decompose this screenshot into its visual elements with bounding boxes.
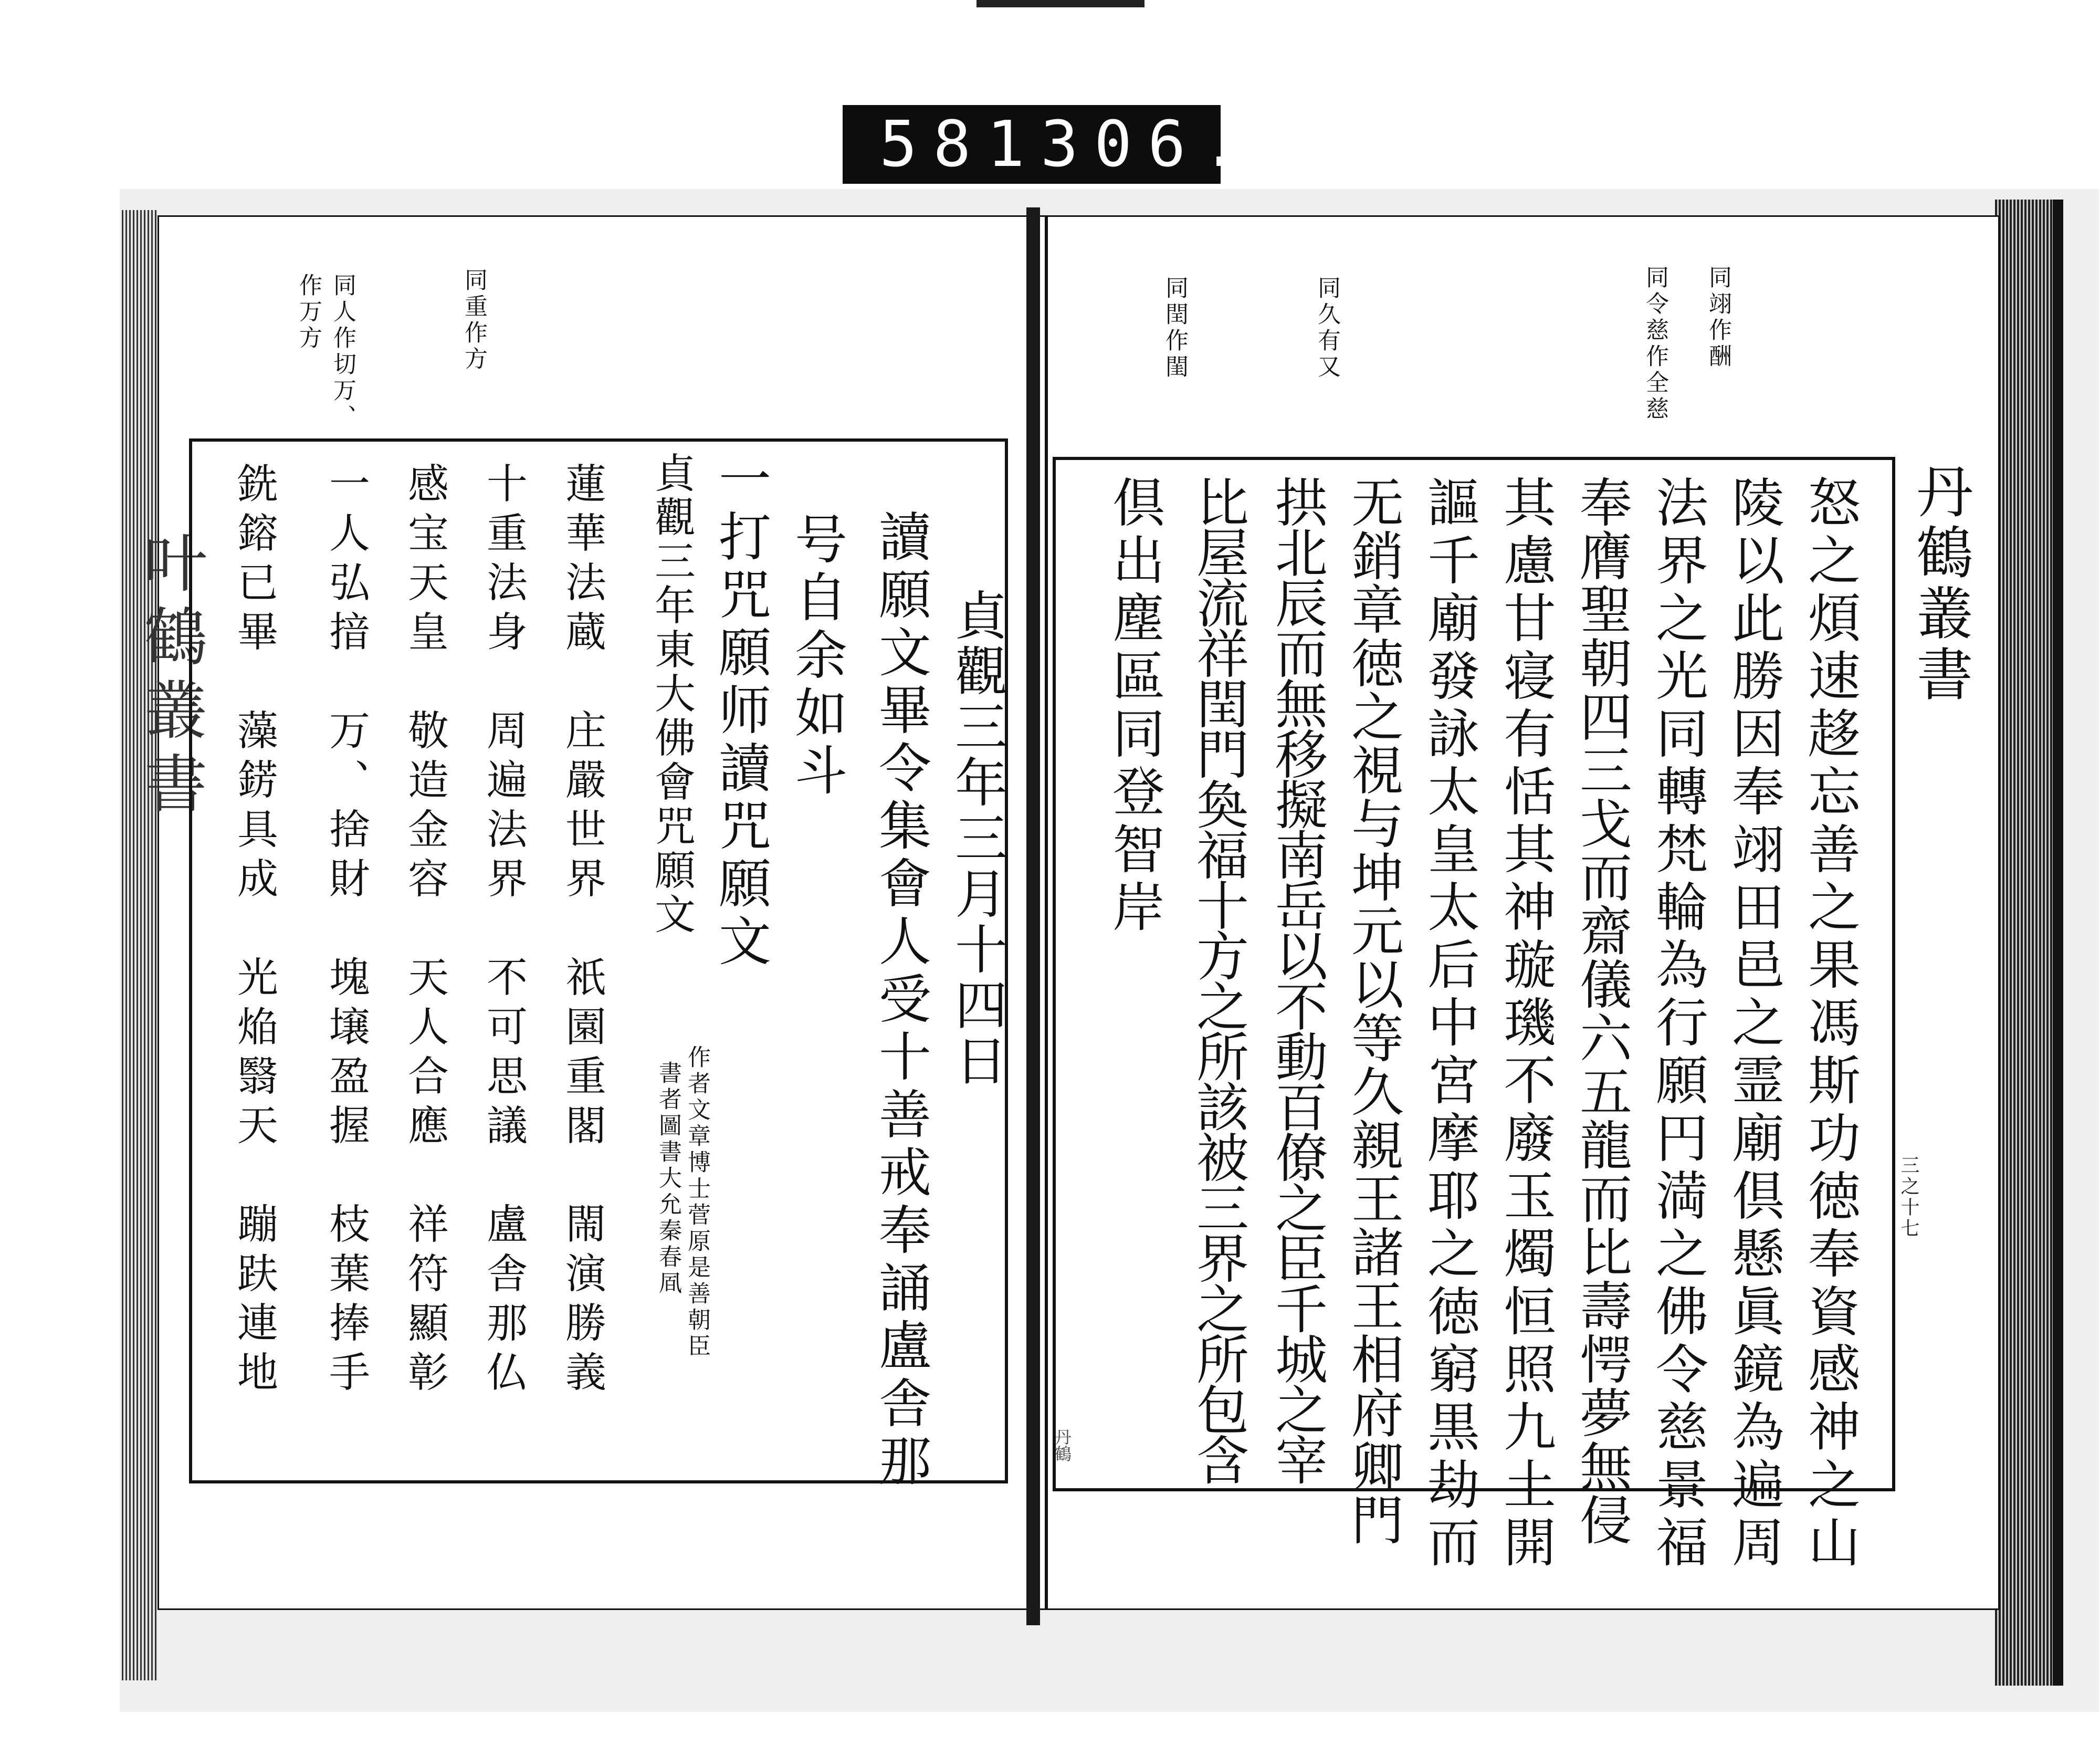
text-column: 感宝天皇 敬造金容 天人合應 祥符顯彰 — [401, 462, 448, 1400]
collation-note: 同令慈作全慈 — [1642, 265, 1668, 423]
text-column: 号自余如斗 — [786, 512, 847, 801]
author-note: 作者文章博士菅原是善朝臣 — [684, 1045, 710, 1360]
running-title: 丹鶴叢書 — [1907, 462, 1972, 706]
archive-id-label — [843, 105, 1255, 184]
archive-number-right: 306. — [1040, 108, 1255, 181]
text-column: 謳千廟發詠太皇太后中宮摩耶之徳窮黒劫而 — [1419, 475, 1480, 1573]
collation-note: 同久有又 — [1314, 276, 1340, 381]
text-column: 十重法身 周遍法界 不可思議 盧舎那仏 — [480, 462, 527, 1400]
text-column: 其慮甘寝有恬其神璇璣不廢玉燭恒照九土開 — [1495, 475, 1556, 1573]
text-column: 法界之光同轉梵輪為行願円満之佛令慈景福 — [1647, 475, 1708, 1573]
text-column: 一人弘揞 万、捨財 塊壌盈握 枝葉捧手 — [322, 462, 370, 1400]
author-note: 書者圖書大允秦春凮 — [655, 1061, 681, 1297]
top-stub — [976, 0, 1144, 7]
collation-note: 同人作切万、 — [329, 273, 356, 431]
collation-note: 同重作方 — [460, 268, 487, 373]
text-column: 倶出塵區同登智岸 — [1104, 475, 1165, 937]
collation-note: 同翊作酬 — [1705, 265, 1731, 370]
text-column: 讀願文畢令集會人受十善戒奉誦盧舎那 — [870, 509, 931, 1491]
text-column: 一打咒願师讀咒願文 — [710, 452, 771, 971]
archive-number-left: 581 — [879, 108, 1041, 181]
text-column: 奉膺聖朝四三戈而齋儀六五龍而比壽愕夢無侵 — [1571, 475, 1632, 1546]
collation-note: 作万方 — [295, 273, 322, 352]
date-line: 貞觀三年三月十四日 — [946, 588, 1007, 1089]
text-column: 怒之煩速趍忘善之果馮斯功徳奉資感神之山 — [1799, 475, 1861, 1573]
page-number: 三之十七 — [1898, 1155, 1919, 1239]
book-gutter — [1026, 207, 1040, 1625]
text-column: 拱北辰而無移擬南岳以不動百僚之臣千城之宰 — [1266, 475, 1328, 1483]
book-cover-edge — [2053, 200, 2063, 1686]
left-page-edges — [122, 210, 158, 1680]
spine-title: 叶鶴叢書 — [134, 530, 207, 824]
text-column: 陵以此勝因奉翊田邑之霊廟倶懸眞鏡為遍周 — [1723, 475, 1784, 1573]
text-column: 貞觀三年東大佛會咒願文 — [648, 452, 695, 937]
gutter-stamp: 丹鶴 — [1052, 1428, 1072, 1462]
text-column: 比屋流祥閏門奐福十方之所該被三界之所包含 — [1188, 475, 1249, 1483]
right-page-edges — [1995, 200, 2053, 1686]
text-column: 銑鎔已畢 藻錺具成 光焔翳天 蹦趺連地 — [230, 462, 278, 1400]
text-column: 无銷章徳之視与坤元以等久親王諸王相府卿門 — [1342, 475, 1404, 1546]
text-column: 蓮華法蔵 庄嚴世界 祇園重閣 閙演勝義 — [559, 462, 606, 1400]
collation-note: 同閏作閨 — [1161, 276, 1188, 381]
